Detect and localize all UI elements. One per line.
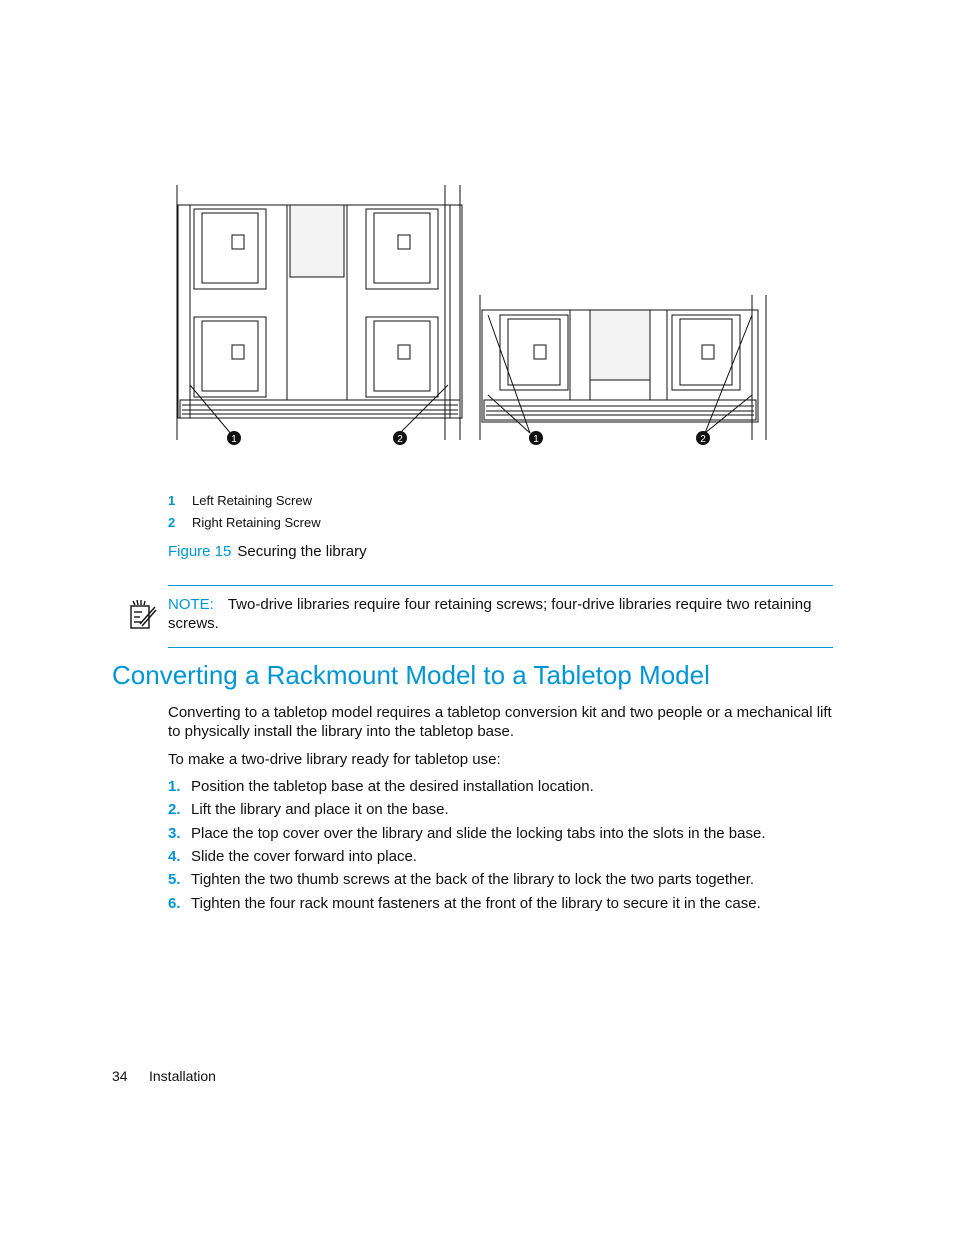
callout-label: 2 [700,434,706,445]
step-text: Tighten the two thumb screws at the back of the library to lock the two parts together. [191,871,755,888]
step-item [168,871,754,888]
legend-text: Right Retaining Screw [192,515,321,530]
footer-chapter: Installation [149,1068,216,1084]
step-number: 4. [168,848,181,865]
page-number: 34 [112,1068,128,1084]
legend-item [168,493,312,508]
step-text: Slide the cover forward into place. [191,848,417,865]
step-number: 1. [168,778,181,795]
step-number: 3. [168,825,181,842]
step-item [168,801,449,818]
step-item [168,848,417,865]
step-item [168,778,594,795]
legend-number: 2 [168,515,176,530]
section-heading: Converting a Rackmount Model to a Tabletop Model [112,660,710,690]
figure-caption [168,543,367,560]
step-item [168,895,761,912]
figure-caption-label: Figure 15 [168,543,232,560]
figure-caption-text: Securing the library [237,543,367,560]
step-number: 2. [168,801,181,818]
note-bottom-rule [168,647,833,648]
callout-label: 1 [231,434,237,445]
step-text: Tighten the four rack mount fasteners at the front of the library to secure it in the case. [191,895,761,912]
callout-label: 2 [397,434,403,445]
note-top-rule [168,585,833,586]
note-pencil-icon [128,598,158,630]
legend-number: 1 [168,493,176,508]
step-text: Position the tabletop base at the desired installation location. [191,778,594,795]
callout-label: 1 [533,434,539,445]
legend-item [168,515,321,530]
library-securing-illustration [170,185,770,450]
note-label: NOTE: [168,596,214,613]
intro-paragraph: Converting to a tabletop model requires a tabletop conversion kit and two people or a mechanical lift to physically install the library into the tabletop base. [168,704,832,740]
step-number: 5. [168,871,181,888]
legend-text: Left Retaining Screw [192,493,312,508]
step-item [168,825,766,842]
step-text: Lift the library and place it on the base. [191,801,449,818]
lead-paragraph: To make a two-drive library ready for tabletop use: [168,751,501,768]
step-text: Place the top cover over the library and slide the locking tabs into the slots in the base. [191,825,766,842]
note-block [168,595,833,633]
step-number: 6. [168,895,181,912]
note-text: Two-drive libraries require four retaining screws; four-drive libraries require two retaining screws. [168,596,812,632]
